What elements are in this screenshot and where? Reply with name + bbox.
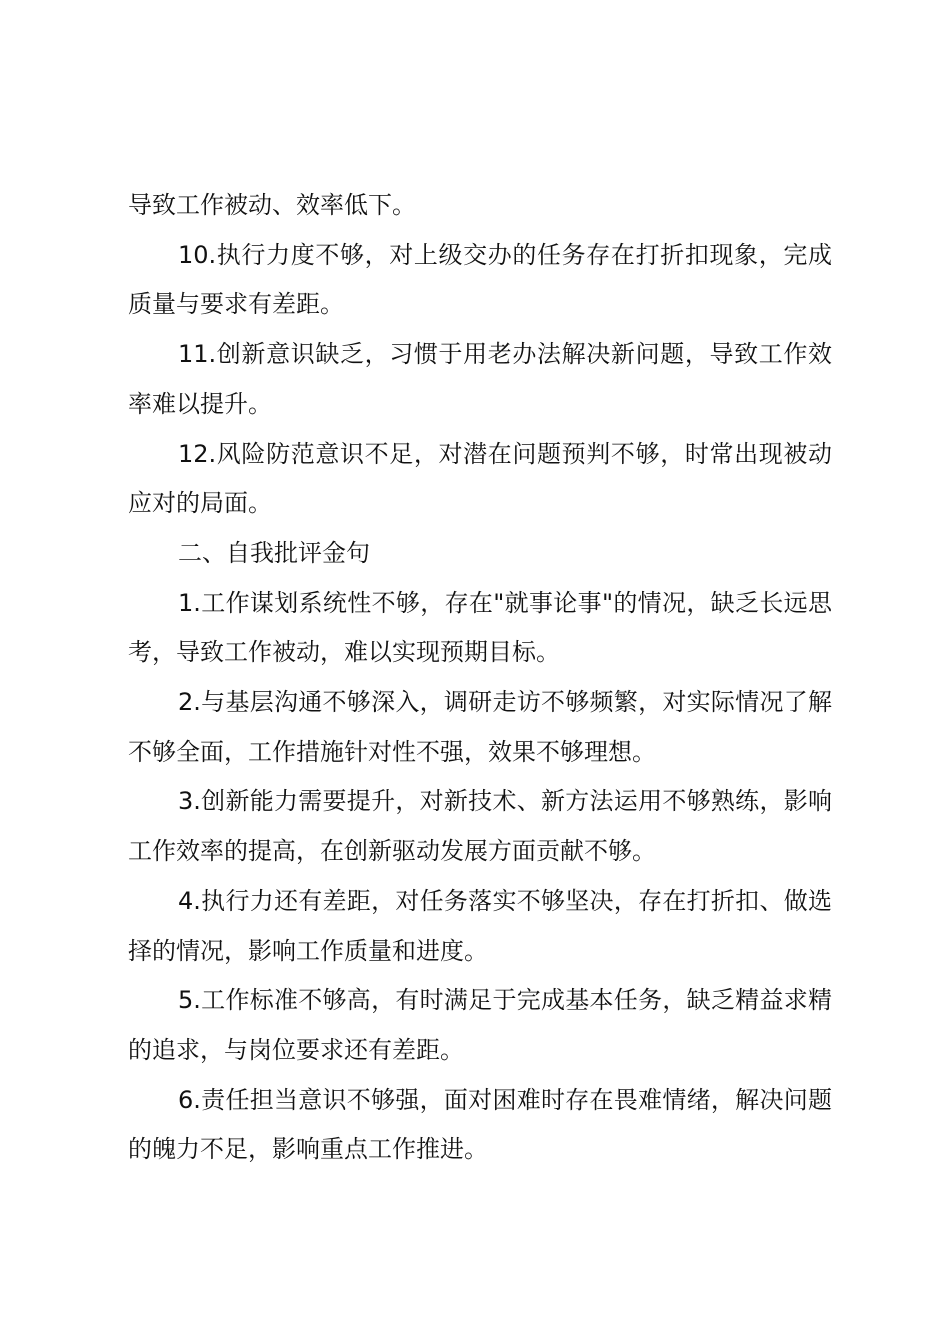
section-2-item-3: 3.创新能力需要提升，对新技术、新方法运用不够熟练，影响工作效率的提高，在创新驱动发展方面贡献不够。 [128, 787, 832, 866]
list-item-11: 11.创新意识缺乏，习惯于用老办法解决新问题，导致工作效率难以提升。 [128, 340, 832, 418]
section-2-item-2: 2.与基层沟通不够深入，调研走访不够频繁，对实际情况了解不够全面，工作措施针对性不强，效果不够理想。 [128, 688, 832, 766]
paragraph-continuation: 导致工作被动、效率低下。 [128, 191, 416, 219]
section-2-item-1: 1.工作谋划系统性不够，存在"就事论事"的情况，缺乏长远思考，导致工作被动，难以实现预期目标。 [128, 588, 832, 667]
section-2-item-5: 5.工作标准不够高，有时满足于完成基本任务，缺乏精益求精的追求，与岗位要求还有差距。 [128, 986, 832, 1064]
section-heading: 二、自我批评金句 [178, 538, 370, 567]
list-item-12: 12.风险防范意识不足，对潜在问题预判不够，时常出现被动应对的局面。 [128, 439, 832, 518]
document-page [128, 181, 832, 1175]
list-item-10: 10.执行力度不够，对上级交办的任务存在打折扣现象，完成质量与要求有差距。 [128, 240, 832, 319]
section-2-item-6: 6.责任担当意识不够强，面对困难时存在畏难情绪，解决问题的魄力不足，影响重点工作推进。 [128, 1085, 832, 1164]
section-2-item-4: 4.执行力还有差距，对任务落实不够坚决，存在打折扣、做选择的情况，影响工作质量和进度。 [128, 886, 832, 965]
